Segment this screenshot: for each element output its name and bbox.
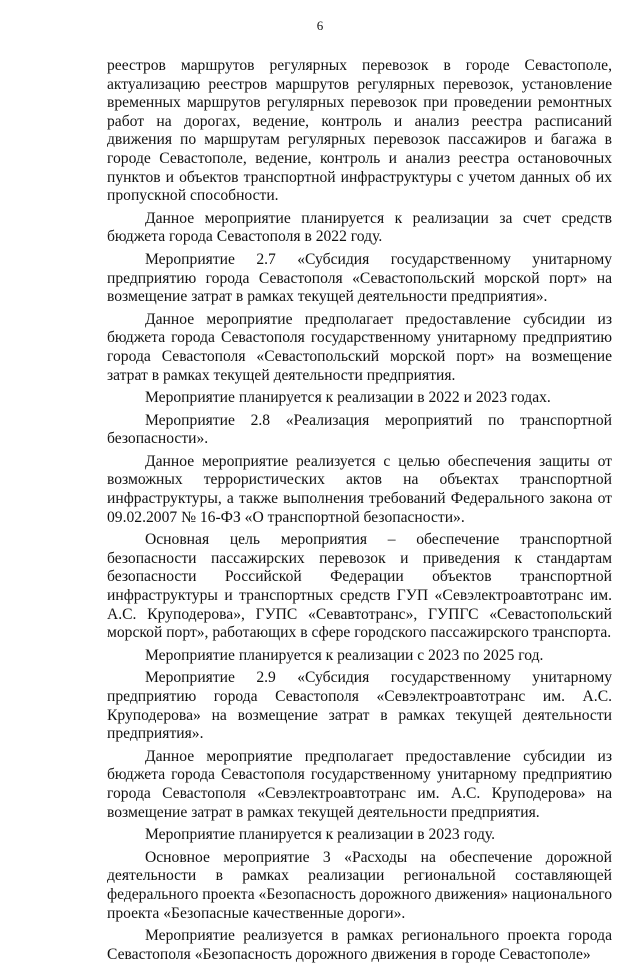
page-number: 6 <box>316 18 324 33</box>
paragraph-main-measure-3-title: Основное мероприятие 3 «Расходы на обеспечение дорожной деятельности в рамках реализации региональной составляющей федерального проекта «Безопасность дорожного движения» национального проекта «Безопасные качественные дороги». <box>107 848 612 922</box>
paragraph-measure-2-9-period: Мероприятие планируется к реализации в 2023 году. <box>145 826 496 844</box>
paragraph-measure-2-7-period: Мероприятие планируется к реализации в 2022 и 2023 годах. <box>145 389 551 407</box>
paragraph-main-measure-3-implementation: Мероприятие реализуется в рамках регионального проекта города Севастополя «Безопасность дорожного движения в городе Севастополе» <box>107 927 612 963</box>
paragraph-funding-2022: Данное мероприятие планируется к реализации за счет средств бюджета города Севастополя в 2022 году. <box>107 209 612 246</box>
document-body <box>107 57 612 964</box>
paragraph-measure-2-9-description: Данное мероприятие предполагает предоставление субсидии из бюджета города Севастополя государственному унитарному предприятию города Севастополя «Севэлектроавтотранс им. А.С. Круподерова» на возмещение затрат в рамках текущей деятельности предприятия. <box>107 747 612 821</box>
paragraph-measure-2-7-description: Данное мероприятие предполагает предоставление субсидии из бюджета города Севастополя государственному унитарному предприятию города Севастополя «Севастопольский морской порт» на возмещение затрат в рамках текущей деятельности предприятия. <box>107 310 612 384</box>
paragraph-measure-2-7-title: Мероприятие 2.7 «Субсидия государственному унитарному предприятию города Севастополя «Севастопольский морской порт» на возмещение затрат в рамках текущей деятельности предприятия». <box>107 250 612 306</box>
paragraph-measure-2-8-purpose: Данное мероприятие реализуется с целью обеспечения защиты от возможных террористических актов на объектах транспортной инфраструктуры, а также выполнения требований Федерального закона от 09.02.2007 № 16-ФЗ «О транспортной безопасности». <box>107 452 612 526</box>
paragraph-registries-continuation: реестров маршрутов регулярных перевозок в городе Севастополе, актуализацию реестров маршрутов регулярных перевозок, установление временных маршрутов регулярных перевозок при проведении ремонтных работ на дорогах, ведение, контроль и анализ реестра расписаний движения по маршрутам регулярных перевозок пассажиров и багажа в городе Севастополе, ведение, контроль и анализ реестра остановочных пунктов и объектов транспортной инфраструктуры с учетом данных об их пропускной способности. <box>107 57 612 205</box>
paragraph-measure-2-8-period: Мероприятие планируется к реализации с 2023 по 2025 год. <box>145 646 544 664</box>
paragraph-measure-2-9-title: Мероприятие 2.9 «Субсидия государственному унитарному предприятию города Севастополя «Севэлектроавтотранс им. А.С. Круподерова» на возмещение затрат в рамках текущей деятельности предприятия». <box>107 669 612 743</box>
paragraph-measure-2-8-title: Мероприятие 2.8 «Реализация мероприятий по транспортной безопасности». <box>107 411 612 448</box>
paragraph-measure-2-8-main-goal: Основная цель мероприятия – обеспечение транспортной безопасности пассажирских перевозок и приведения к стандартам безопасности Российской Федерации объектов транспортной инфраструктуры и транспортных средств ГУП «Севэлектроавтотранс им. А.С. Круподерова», ГУПС «Севавтотранс», ГУПГС «Севастопольский морской порт», работающих в сфере городского пассажирского транспорта. <box>107 531 612 642</box>
